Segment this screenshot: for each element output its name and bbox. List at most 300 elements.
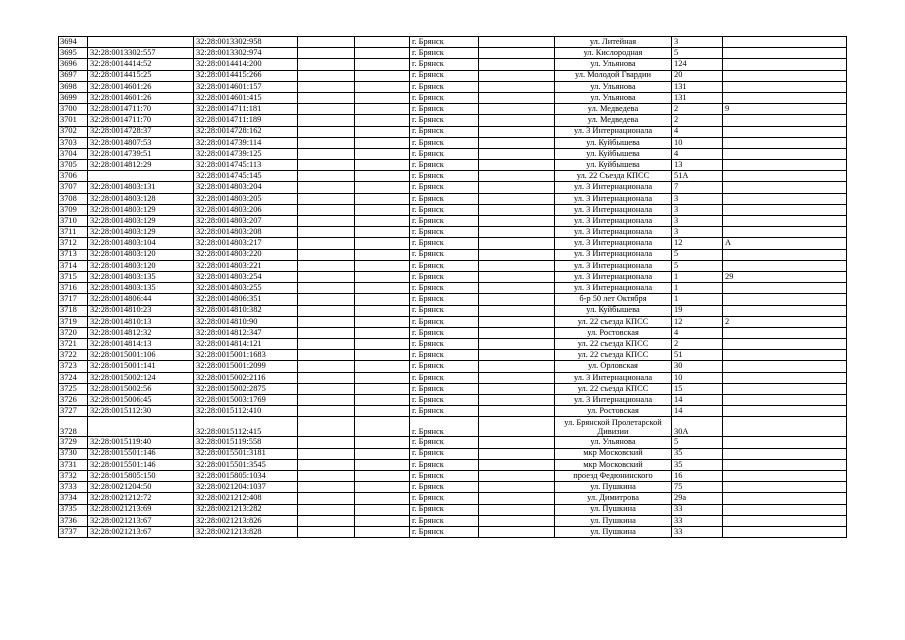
cell-city: г. Брянск: [410, 193, 479, 204]
cell-row-number: 3710: [59, 216, 88, 227]
cell-blank-col-b: [355, 350, 410, 361]
cell-street: ул. Брянской Пролетарской Дивизии: [555, 417, 672, 437]
cell-blank-col-a: [298, 437, 355, 448]
cell-blank-col-b: [355, 70, 410, 81]
table-row: [59, 305, 847, 316]
table-row: [59, 182, 847, 193]
cell-house-number: 19: [672, 305, 723, 316]
cell-blank-col-a: [298, 526, 355, 537]
cell-blank-col-c: [479, 37, 555, 48]
table-row: [59, 92, 847, 103]
cell-row-number: 3716: [59, 283, 88, 294]
cell-row-number: 3698: [59, 81, 88, 92]
cell-blank-col-a: [298, 148, 355, 159]
cell-blank-col-b: [355, 260, 410, 271]
cell-city: г. Брянск: [410, 137, 479, 148]
cell-row-number: 3720: [59, 327, 88, 338]
cell-extra: [723, 92, 847, 103]
cell-house-number: 14: [672, 406, 723, 417]
table-row: [59, 526, 847, 537]
cell-building-cadastral-number: 32:28:0014803:255: [194, 283, 298, 294]
cell-row-number: 3735: [59, 504, 88, 515]
cell-blank-col-b: [355, 327, 410, 338]
cell-blank-col-c: [479, 339, 555, 350]
cell-row-number: 3729: [59, 437, 88, 448]
cell-street: ул. Ростовская: [555, 406, 672, 417]
cell-blank-col-c: [479, 459, 555, 470]
cell-street: ул. 3 Интернационала: [555, 395, 672, 406]
cell-blank-col-c: [479, 137, 555, 148]
table-row: [59, 148, 847, 159]
cell-land-cadastral-number: 32:28:0014728:37: [88, 126, 194, 137]
cell-land-cadastral-number: 32:28:0015002:56: [88, 383, 194, 394]
cell-blank-col-b: [355, 160, 410, 171]
cell-land-cadastral-number: 32:28:0014803:120: [88, 260, 194, 271]
cell-blank-col-c: [479, 417, 555, 437]
cell-city: г. Брянск: [410, 115, 479, 126]
cell-street: ул. 3 Интернационала: [555, 126, 672, 137]
cell-land-cadastral-number: 32:28:0015001:106: [88, 350, 194, 361]
cell-land-cadastral-number: 32:28:0014711:70: [88, 104, 194, 115]
cell-blank-col-a: [298, 216, 355, 227]
cell-row-number: 3711: [59, 227, 88, 238]
table-row: [59, 48, 847, 59]
cell-blank-col-a: [298, 482, 355, 493]
cell-blank-col-c: [479, 271, 555, 282]
cell-street: ул. 3 Интернационала: [555, 204, 672, 215]
cell-extra: [723, 249, 847, 260]
cell-land-cadastral-number: 32:28:0014415:25: [88, 70, 194, 81]
cell-blank-col-b: [355, 137, 410, 148]
table-row: [59, 137, 847, 148]
cell-row-number: 3696: [59, 59, 88, 70]
table-row: [59, 81, 847, 92]
cell-building-cadastral-number: 32:28:0021213:282: [194, 504, 298, 515]
cell-city: г. Брянск: [410, 493, 479, 504]
table-row: [59, 406, 847, 417]
cell-land-cadastral-number: [88, 417, 194, 437]
cell-street: ул. 3 Интернационала: [555, 216, 672, 227]
cell-blank-col-c: [479, 249, 555, 260]
cell-city: г. Брянск: [410, 81, 479, 92]
cell-extra: [723, 448, 847, 459]
table-row: [59, 104, 847, 115]
cell-land-cadastral-number: 32:28:0015002:124: [88, 372, 194, 383]
table-row: [59, 504, 847, 515]
cell-street: ул. Кислородная: [555, 48, 672, 59]
cell-street: ул. 3 Интернационала: [555, 238, 672, 249]
cell-extra: А: [723, 238, 847, 249]
cell-city: г. Брянск: [410, 395, 479, 406]
cell-land-cadastral-number: 32:28:0014803:128: [88, 193, 194, 204]
cell-blank-col-c: [479, 305, 555, 316]
cell-blank-col-a: [298, 126, 355, 137]
table-row: [59, 160, 847, 171]
cell-blank-col-a: [298, 115, 355, 126]
cell-land-cadastral-number: 32:28:0015119:40: [88, 437, 194, 448]
cell-extra: [723, 48, 847, 59]
cell-extra: [723, 437, 847, 448]
cell-blank-col-a: [298, 305, 355, 316]
cell-street: ул. Молодой Гвардии: [555, 70, 672, 81]
cell-blank-col-c: [479, 148, 555, 159]
table-row: [59, 238, 847, 249]
cell-blank-col-b: [355, 493, 410, 504]
cell-city: г. Брянск: [410, 526, 479, 537]
cell-city: г. Брянск: [410, 361, 479, 372]
cell-land-cadastral-number: 32:28:0013302:557: [88, 48, 194, 59]
cell-house-number: 4: [672, 327, 723, 338]
cell-house-number: 3: [672, 37, 723, 48]
cell-extra: [723, 339, 847, 350]
cell-blank-col-a: [298, 160, 355, 171]
cell-blank-col-b: [355, 372, 410, 383]
cell-city: г. Брянск: [410, 459, 479, 470]
cell-city: г. Брянск: [410, 160, 479, 171]
cell-city: г. Брянск: [410, 482, 479, 493]
cell-blank-col-c: [479, 482, 555, 493]
cell-building-cadastral-number: 32:28:0014803:220: [194, 249, 298, 260]
cell-blank-col-b: [355, 526, 410, 537]
cell-building-cadastral-number: 32:28:0014415:266: [194, 70, 298, 81]
cell-building-cadastral-number: 32:28:0015003:1769: [194, 395, 298, 406]
cell-blank-col-a: [298, 470, 355, 481]
cell-extra: [723, 372, 847, 383]
cell-blank-col-a: [298, 316, 355, 327]
cell-blank-col-c: [479, 182, 555, 193]
cell-blank-col-b: [355, 216, 410, 227]
cell-blank-col-c: [479, 470, 555, 481]
cell-blank-col-b: [355, 504, 410, 515]
cell-blank-col-c: [479, 81, 555, 92]
table-row: [59, 316, 847, 327]
cell-blank-col-c: [479, 383, 555, 394]
table-row: [59, 395, 847, 406]
cell-building-cadastral-number: 32:28:0014803:221: [194, 260, 298, 271]
table-row: [59, 372, 847, 383]
cell-blank-col-c: [479, 448, 555, 459]
cell-city: г. Брянск: [410, 238, 479, 249]
cell-row-number: 3712: [59, 238, 88, 249]
table-row: [59, 350, 847, 361]
cell-building-cadastral-number: 32:28:0021213:826: [194, 515, 298, 526]
cell-city: г. Брянск: [410, 249, 479, 260]
cell-building-cadastral-number: 32:28:0014803:206: [194, 204, 298, 215]
cell-building-cadastral-number: 32:28:0013302:958: [194, 37, 298, 48]
cell-house-number: 1: [672, 271, 723, 282]
cell-row-number: 3701: [59, 115, 88, 126]
cell-blank-col-a: [298, 204, 355, 215]
cell-street: ул. Пушкина: [555, 515, 672, 526]
cell-house-number: 30: [672, 361, 723, 372]
cell-land-cadastral-number: 32:28:0014711:70: [88, 115, 194, 126]
cell-blank-col-a: [298, 361, 355, 372]
cell-blank-col-a: [298, 59, 355, 70]
cell-land-cadastral-number: 32:28:0014806:44: [88, 294, 194, 305]
cell-blank-col-c: [479, 193, 555, 204]
cell-street: ул. Медведева: [555, 104, 672, 115]
cell-blank-col-b: [355, 148, 410, 159]
cell-house-number: 131: [672, 92, 723, 103]
cell-blank-col-b: [355, 448, 410, 459]
cell-land-cadastral-number: 32:28:0014810:13: [88, 316, 194, 327]
cell-street: ул. 3 Интернационала: [555, 249, 672, 260]
cell-blank-col-a: [298, 81, 355, 92]
cell-blank-col-b: [355, 383, 410, 394]
cell-blank-col-c: [479, 260, 555, 271]
table-row: [59, 260, 847, 271]
cell-extra: [723, 406, 847, 417]
cell-blank-col-c: [479, 92, 555, 103]
cell-blank-col-b: [355, 92, 410, 103]
cell-blank-col-a: [298, 249, 355, 260]
cell-blank-col-c: [479, 515, 555, 526]
cell-blank-col-c: [479, 59, 555, 70]
cell-extra: [723, 171, 847, 182]
cell-extra: [723, 70, 847, 81]
cell-building-cadastral-number: 32:28:0014728:162: [194, 126, 298, 137]
cell-row-number: 3715: [59, 271, 88, 282]
cell-blank-col-a: [298, 515, 355, 526]
cell-blank-col-a: [298, 327, 355, 338]
cell-blank-col-c: [479, 204, 555, 215]
table-row: [59, 339, 847, 350]
cell-house-number: 12: [672, 238, 723, 249]
cell-house-number: 5: [672, 249, 723, 260]
cell-row-number: 3695: [59, 48, 88, 59]
cell-building-cadastral-number: 32:28:0013302:974: [194, 48, 298, 59]
cell-house-number: 16: [672, 470, 723, 481]
cell-row-number: 3733: [59, 482, 88, 493]
cell-blank-col-a: [298, 339, 355, 350]
cell-blank-col-a: [298, 271, 355, 282]
cell-building-cadastral-number: 32:28:0015002:2875: [194, 383, 298, 394]
cell-building-cadastral-number: 32:28:0015112:410: [194, 406, 298, 417]
table-row: [59, 327, 847, 338]
cell-blank-col-b: [355, 115, 410, 126]
cell-house-number: 51: [672, 350, 723, 361]
cell-city: г. Брянск: [410, 437, 479, 448]
cell-blank-col-b: [355, 81, 410, 92]
cell-row-number: 3724: [59, 372, 88, 383]
cell-row-number: 3727: [59, 406, 88, 417]
cell-city: г. Брянск: [410, 339, 479, 350]
cell-blank-col-a: [298, 260, 355, 271]
cell-land-cadastral-number: 32:28:0014414:52: [88, 59, 194, 70]
register-table: [58, 36, 847, 538]
cell-blank-col-c: [479, 216, 555, 227]
cell-row-number: 3732: [59, 470, 88, 481]
cell-blank-col-c: [479, 361, 555, 372]
cell-blank-col-c: [479, 504, 555, 515]
cell-extra: 9: [723, 104, 847, 115]
cell-house-number: 5: [672, 437, 723, 448]
cell-land-cadastral-number: 32:28:0014739:51: [88, 148, 194, 159]
cell-street: ул. 22 съезда КПСС: [555, 339, 672, 350]
cell-blank-col-b: [355, 482, 410, 493]
cell-city: г. Брянск: [410, 148, 479, 159]
cell-land-cadastral-number: 32:28:0014803:131: [88, 182, 194, 193]
cell-extra: [723, 182, 847, 193]
cell-land-cadastral-number: 32:28:0014601:26: [88, 81, 194, 92]
table-row: [59, 493, 847, 504]
cell-city: г. Брянск: [410, 171, 479, 182]
cell-land-cadastral-number: 32:28:0014803:104: [88, 238, 194, 249]
cell-land-cadastral-number: 32:28:0021213:69: [88, 504, 194, 515]
cell-blank-col-c: [479, 160, 555, 171]
cell-house-number: 33: [672, 515, 723, 526]
cell-house-number: 29а: [672, 493, 723, 504]
cell-building-cadastral-number: 32:28:0021212:408: [194, 493, 298, 504]
cell-building-cadastral-number: 32:28:0014414:200: [194, 59, 298, 70]
cell-blank-col-c: [479, 294, 555, 305]
cell-city: г. Брянск: [410, 417, 479, 437]
cell-row-number: 3719: [59, 316, 88, 327]
cell-city: г. Брянск: [410, 448, 479, 459]
cell-street: ул. Пушкина: [555, 504, 672, 515]
cell-blank-col-a: [298, 406, 355, 417]
cell-extra: [723, 115, 847, 126]
cell-row-number: 3714: [59, 260, 88, 271]
cell-house-number: 10: [672, 137, 723, 148]
cell-land-cadastral-number: 32:28:0014810:23: [88, 305, 194, 316]
cell-blank-col-b: [355, 193, 410, 204]
cell-blank-col-b: [355, 417, 410, 437]
cell-building-cadastral-number: 32:28:0014739:125: [194, 148, 298, 159]
cell-city: г. Брянск: [410, 59, 479, 70]
cell-extra: [723, 459, 847, 470]
cell-street: ул. Ростовская: [555, 327, 672, 338]
cell-extra: [723, 327, 847, 338]
cell-land-cadastral-number: 32:28:0014812:32: [88, 327, 194, 338]
table-row: [59, 193, 847, 204]
cell-house-number: 35: [672, 448, 723, 459]
cell-blank-col-b: [355, 339, 410, 350]
cell-house-number: 13: [672, 160, 723, 171]
cell-land-cadastral-number: 32:28:0014803:135: [88, 271, 194, 282]
cell-street: б-р 50 лет Октября: [555, 294, 672, 305]
cell-row-number: 3694: [59, 37, 88, 48]
cell-house-number: 20: [672, 70, 723, 81]
cell-land-cadastral-number: 32:28:0015501:146: [88, 459, 194, 470]
cell-city: г. Брянск: [410, 104, 479, 115]
cell-city: г. Брянск: [410, 48, 479, 59]
cell-street: ул. 22 Съезда КПСС: [555, 171, 672, 182]
cell-extra: [723, 482, 847, 493]
cell-building-cadastral-number: 32:28:0015112:415: [194, 417, 298, 437]
cell-blank-col-b: [355, 271, 410, 282]
table-row: [59, 383, 847, 394]
cell-blank-col-b: [355, 182, 410, 193]
cell-building-cadastral-number: 32:28:0014810:382: [194, 305, 298, 316]
cell-blank-col-b: [355, 459, 410, 470]
cell-house-number: 75: [672, 482, 723, 493]
cell-building-cadastral-number: 32:28:0015501:3181: [194, 448, 298, 459]
cell-extra: [723, 148, 847, 159]
cell-blank-col-a: [298, 383, 355, 394]
cell-street: ул. Ульянова: [555, 437, 672, 448]
cell-house-number: 131: [672, 81, 723, 92]
cell-blank-col-c: [479, 227, 555, 238]
cell-row-number: 3730: [59, 448, 88, 459]
cell-land-cadastral-number: 32:28:0015001:141: [88, 361, 194, 372]
cell-land-cadastral-number: 32:28:0021213:67: [88, 515, 194, 526]
cell-city: г. Брянск: [410, 470, 479, 481]
cell-building-cadastral-number: 32:28:0014739:114: [194, 137, 298, 148]
cell-house-number: 5: [672, 260, 723, 271]
cell-blank-col-b: [355, 437, 410, 448]
cell-extra: 2: [723, 316, 847, 327]
cell-blank-col-a: [298, 193, 355, 204]
cell-house-number: 10: [672, 372, 723, 383]
cell-building-cadastral-number: 32:28:0014711:189: [194, 115, 298, 126]
cell-extra: [723, 294, 847, 305]
cell-row-number: 3723: [59, 361, 88, 372]
cell-street: ул. 3 Интернационала: [555, 271, 672, 282]
cell-blank-col-b: [355, 238, 410, 249]
cell-street: ул. Ульянова: [555, 92, 672, 103]
cell-house-number: 4: [672, 148, 723, 159]
cell-blank-col-a: [298, 395, 355, 406]
cell-land-cadastral-number: 32:28:0021212:72: [88, 493, 194, 504]
table-row: [59, 249, 847, 260]
cell-blank-col-a: [298, 137, 355, 148]
cell-building-cadastral-number: 32:28:0014711:181: [194, 104, 298, 115]
cell-row-number: 3700: [59, 104, 88, 115]
cell-house-number: 7: [672, 182, 723, 193]
cell-extra: [723, 470, 847, 481]
cell-land-cadastral-number: 32:28:0014601:26: [88, 92, 194, 103]
cell-extra: [723, 193, 847, 204]
cell-extra: [723, 160, 847, 171]
cell-extra: [723, 395, 847, 406]
cell-blank-col-c: [479, 395, 555, 406]
cell-blank-col-a: [298, 504, 355, 515]
cell-row-number: 3725: [59, 383, 88, 394]
cell-street: ул. Димитрова: [555, 493, 672, 504]
cell-blank-col-a: [298, 92, 355, 103]
cell-blank-col-c: [479, 526, 555, 537]
cell-building-cadastral-number: 32:28:0021213:828: [194, 526, 298, 537]
cell-street: ул. 3 Интернационала: [555, 182, 672, 193]
cell-blank-col-c: [479, 171, 555, 182]
cell-house-number: 35: [672, 459, 723, 470]
cell-extra: [723, 417, 847, 437]
cell-blank-col-c: [479, 437, 555, 448]
cell-blank-col-a: [298, 238, 355, 249]
cell-blank-col-b: [355, 104, 410, 115]
table-row: [59, 470, 847, 481]
table-row: [59, 482, 847, 493]
cell-building-cadastral-number: 32:28:0014601:157: [194, 81, 298, 92]
cell-street: ул. 22 съезда КПСС: [555, 383, 672, 394]
cell-blank-col-c: [479, 238, 555, 249]
cell-row-number: 3722: [59, 350, 88, 361]
cell-extra: [723, 493, 847, 504]
cell-house-number: 1: [672, 283, 723, 294]
cell-extra: [723, 81, 847, 92]
cell-row-number: 3702: [59, 126, 88, 137]
cell-building-cadastral-number: 32:28:0014803:254: [194, 271, 298, 282]
cell-extra: [723, 526, 847, 537]
cell-city: г. Брянск: [410, 283, 479, 294]
cell-blank-col-b: [355, 126, 410, 137]
cell-row-number: 3707: [59, 182, 88, 193]
cell-blank-col-b: [355, 37, 410, 48]
cell-street: ул. 22 съезда КПСС: [555, 316, 672, 327]
cell-blank-col-c: [479, 327, 555, 338]
cell-street: ул. Ульянова: [555, 59, 672, 70]
